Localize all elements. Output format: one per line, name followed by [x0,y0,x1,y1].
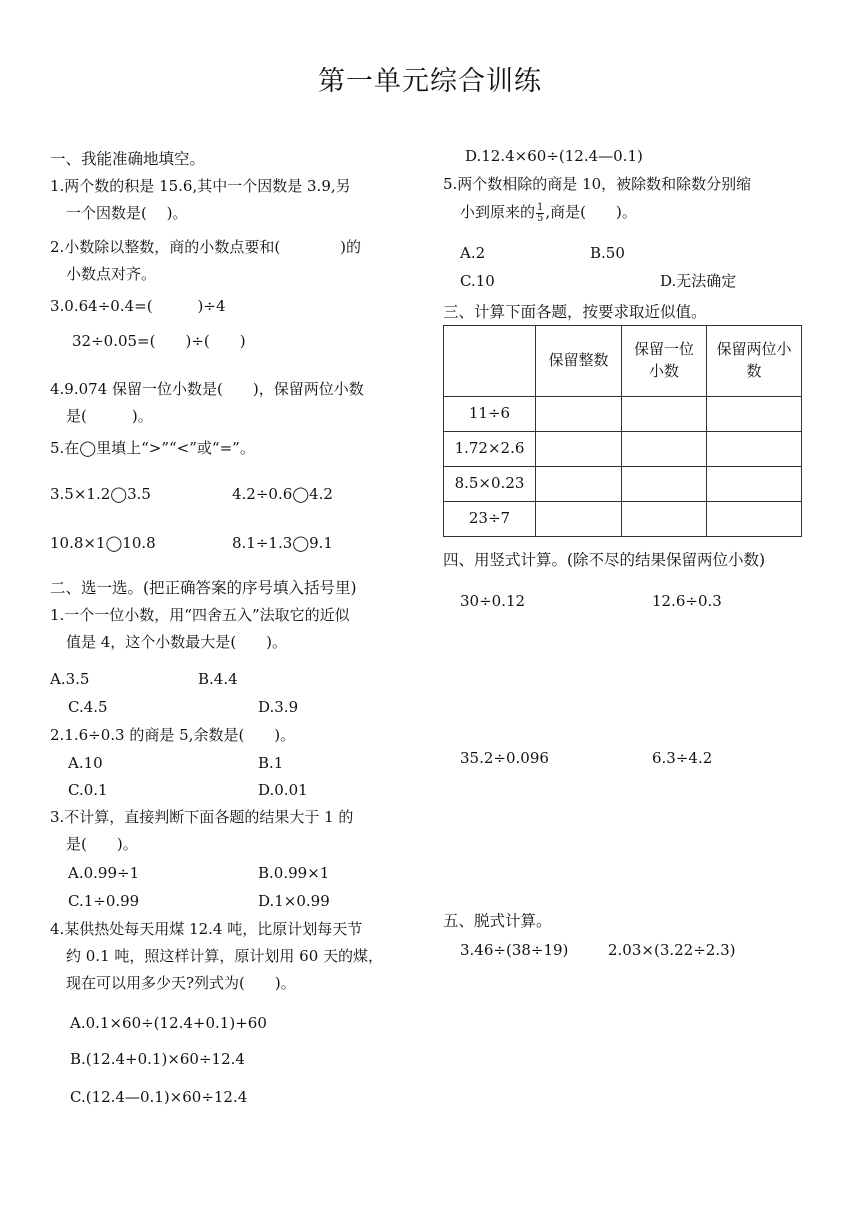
fraction-one-fifth [536,203,544,224]
s2-q1-option-c: C.4.5 [68,698,108,716]
s5-problem-2: 2.03×(3.22÷2.3) [608,941,736,959]
s1-q1-line1: 1.两个数的积是 15.6,其中一个因数是 3.9,另 [50,177,351,195]
s2-q3-line2: 是( )。 [66,835,138,853]
table-answer-cell[interactable] [536,432,622,467]
section-5-heading: 五、脱式计算。 [443,912,552,930]
s1-compare-2: 4.2÷0.6◯4.2 [232,485,333,503]
s5-problem-1: 3.46÷(38÷19) [460,941,569,959]
s2-q1-option-a: A.3.5 [50,670,90,688]
table-row-expression: 1.72×2.6 [444,432,536,467]
table-header-integer: 保留整数 [536,326,622,397]
s1-q3-line2: 32÷0.05=( )÷( ) [72,332,246,350]
s2-q5-option-c: C.10 [460,272,495,290]
s2-q2-option-d: D.0.01 [258,781,308,799]
s1-q4-line2: 是( )。 [66,407,153,425]
s2-q3-option-b: B.0.99×1 [258,864,330,882]
table-row-expression: 11÷6 [444,397,536,432]
table-row [444,502,802,537]
s2-q4-line2: 约 0.1 吨，照这样计算，原计划用 60 天的煤， [66,947,384,965]
table-header-two-decimal: 保留两位小 数 [707,326,802,397]
table-answer-cell[interactable] [622,432,707,467]
s2-q1-line1: 1.一个一位小数，用“四舍五入”法取它的近似 [50,606,350,624]
s2-q4-option-a: A.0.1×60÷(12.4+0.1)+60 [70,1014,267,1032]
table-answer-cell[interactable] [536,397,622,432]
s2-q5-option-b: B.50 [590,244,625,262]
table-answer-cell[interactable] [622,467,707,502]
s2-q4-option-c: C.(12.4—0.1)×60÷12.4 [70,1088,248,1106]
s2-q4-option-d: D.12.4×60÷(12.4—0.1) [465,147,643,165]
s2-q4-option-b: B.(12.4+0.1)×60÷12.4 [70,1050,245,1068]
table-answer-cell[interactable] [622,502,707,537]
s2-q5-line1: 5.两个数相除的商是 10，被除数和除数分别缩 [443,175,752,193]
s2-q5-line2-post: ,商是( )。 [545,203,637,221]
s2-q3-option-a: A.0.99÷1 [68,864,140,882]
s4-problem-1: 30÷0.12 [460,592,526,610]
section-2-heading: 二、选一选。(把正确答案的序号填入括号里) [50,579,357,597]
table-row [444,397,802,432]
s1-q3-line1: 3.0.64÷0.4=( )÷4 [50,297,226,315]
page-title: 第一单元综合训练 [318,66,542,97]
s1-q2-line1: 2.小数除以整数，商的小数点要和( )的 [50,238,362,256]
section-1-heading: 一、我能准确地填空。 [50,150,206,168]
s1-compare-4: 8.1÷1.3◯9.1 [232,534,333,552]
s1-compare-1: 3.5×1.2◯3.5 [50,485,151,503]
section-4-heading: 四、用竖式计算。(除不尽的结果保留两位小数) [443,551,766,569]
s2-q3-line1: 3.不计算，直接判断下面各题的结果大于 1 的 [50,808,354,826]
table-row-expression: 8.5×0.23 [444,467,536,502]
s1-q4-line1: 4.9.074 保留一位小数是( )，保留两位小数 [50,380,364,398]
table-answer-cell[interactable] [622,397,707,432]
s4-problem-2: 12.6÷0.3 [652,592,722,610]
table-answer-cell[interactable] [707,432,802,467]
s1-q1-line2: 一个因数是( )。 [66,204,188,222]
s1-compare-3: 10.8×1◯10.8 [50,534,156,552]
s2-q2-option-c: C.0.1 [68,781,108,799]
s2-q1-line2: 值是 4，这个小数最大是( )。 [66,633,288,651]
s2-q2: 2.1.6÷0.3 的商是 5,余数是( )。 [50,726,296,744]
table-corner-cell [444,326,536,397]
s2-q3-option-c: C.1÷0.99 [68,892,140,910]
s1-q5: 5.在◯里填上“>”“<”或“=”。 [50,439,255,457]
table-row [444,432,802,467]
table-row [444,467,802,502]
table-header-one-decimal: 保留一位 小数 [622,326,707,397]
s2-q4-line1: 4.某供热处每天用煤 12.4 吨，比原计划每天节 [50,920,363,938]
section-3-heading: 三、计算下面各题，按要求取近似值。 [443,303,707,321]
table-answer-cell[interactable] [707,397,802,432]
s2-q2-option-a: A.10 [68,754,103,772]
s4-problem-4: 6.3÷4.2 [652,749,713,767]
s1-q2-line2: 小数点对齐。 [66,265,157,283]
s2-q4-line3: 现在可以用多少天?列式为( )。 [66,974,296,992]
s4-problem-3: 35.2÷0.096 [460,749,549,767]
fraction-numerator: 1 [537,201,544,213]
table-answer-cell[interactable] [536,467,622,502]
s2-q1-option-d: D.3.9 [258,698,299,716]
s2-q3-option-d: D.1×0.99 [258,892,330,910]
table-answer-cell[interactable] [536,502,622,537]
s2-q5-option-a: A.2 [460,244,486,262]
fraction-denominator: 5 [537,212,544,224]
s2-q1-option-b: B.4.4 [198,670,238,688]
s2-q2-option-b: B.1 [258,754,284,772]
approximation-table [443,325,802,537]
table-answer-cell[interactable] [707,467,802,502]
s2-q5-option-d: D.无法确定 [660,272,737,290]
table-answer-cell[interactable] [707,502,802,537]
table-row-expression: 23÷7 [444,502,536,537]
s2-q5-line2-pre: 小到原来的 [460,203,536,221]
s2-q5-line2 [460,199,637,225]
